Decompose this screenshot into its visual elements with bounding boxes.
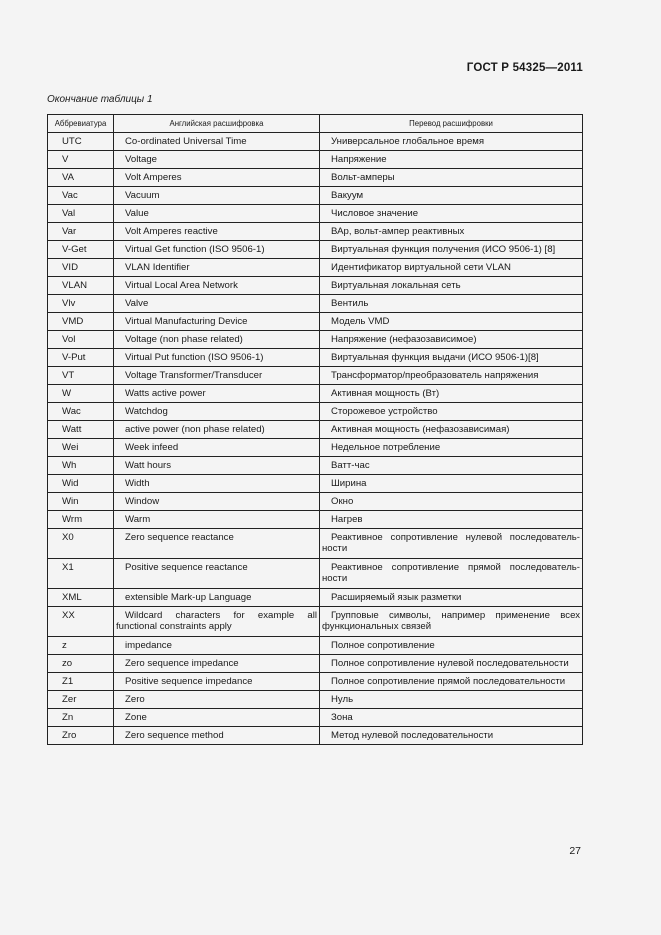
table-row bbox=[48, 385, 583, 403]
translation-cell bbox=[320, 421, 583, 439]
translation-cell bbox=[320, 367, 583, 385]
translation-text: Активная мощность (нефазозависимая) bbox=[331, 424, 510, 435]
table-row bbox=[48, 511, 583, 529]
abbreviation-cell: XML bbox=[48, 589, 114, 607]
translation-text: Виртуальная функция получения (ИСО 9506-1) [8] bbox=[331, 244, 556, 255]
english-cell bbox=[114, 589, 320, 607]
abbreviation-cell: Wh bbox=[48, 457, 114, 475]
translation-cell bbox=[320, 511, 583, 529]
translation-cell bbox=[320, 385, 583, 403]
table-row bbox=[48, 607, 583, 637]
column-header-translation: Перевод расшифровки bbox=[320, 115, 583, 133]
table-row bbox=[48, 367, 583, 385]
translation-cell bbox=[320, 655, 583, 673]
english-cell bbox=[114, 637, 320, 655]
abbreviation-cell: Zro bbox=[48, 727, 114, 745]
table-row bbox=[48, 295, 583, 313]
english-cell bbox=[114, 457, 320, 475]
translation-text: Напряжение bbox=[331, 154, 387, 165]
table-row bbox=[48, 691, 583, 709]
table-row bbox=[48, 277, 583, 295]
english-text: Volt Amperes bbox=[125, 172, 182, 183]
abbreviation-cell: Watt bbox=[48, 421, 114, 439]
translation-cell bbox=[320, 475, 583, 493]
abbreviation-cell: Zn bbox=[48, 709, 114, 727]
table-row bbox=[48, 529, 583, 559]
translation-line-continued: ности bbox=[322, 573, 348, 584]
english-line-continued: functional constraints apply bbox=[116, 621, 232, 632]
english-cell bbox=[114, 607, 320, 637]
english-cell bbox=[114, 205, 320, 223]
translation-cell bbox=[320, 589, 583, 607]
english-text: Virtual Local Area Network bbox=[125, 280, 238, 291]
translation-text: Полное сопротивление прямой последовательности bbox=[331, 676, 566, 687]
abbreviation-cell: X0 bbox=[48, 529, 114, 559]
table-row bbox=[48, 493, 583, 511]
english-cell bbox=[114, 331, 320, 349]
english-text: Voltage bbox=[125, 154, 158, 165]
english-cell bbox=[114, 133, 320, 151]
standard-id: ГОСТ Р 54325—2011 bbox=[466, 62, 583, 74]
translation-text: Трансформатор/преобразователь напряжения bbox=[331, 370, 539, 381]
abbreviation-cell: Win bbox=[48, 493, 114, 511]
english-cell bbox=[114, 493, 320, 511]
translation-cell bbox=[320, 241, 583, 259]
table-row bbox=[48, 313, 583, 331]
abbreviation-cell: Vlv bbox=[48, 295, 114, 313]
translation-cell bbox=[320, 349, 583, 367]
table-header-row bbox=[48, 115, 583, 133]
translation-cell bbox=[320, 559, 583, 589]
translation-cell bbox=[320, 637, 583, 655]
translation-cell bbox=[320, 439, 583, 457]
english-text: Warm bbox=[125, 514, 151, 525]
translation-text: Виртуальная функция выдачи (ИСО 9506-1)[8] bbox=[331, 352, 539, 363]
translation-cell bbox=[320, 457, 583, 475]
abbreviation-cell: Z1 bbox=[48, 673, 114, 691]
english-text: Zero sequence reactance bbox=[125, 532, 234, 543]
english-cell bbox=[114, 241, 320, 259]
translation-cell bbox=[320, 691, 583, 709]
translation-text: Универсальное глобальное время bbox=[331, 136, 485, 147]
english-text: Positive sequence impedance bbox=[125, 676, 253, 687]
table-row bbox=[48, 151, 583, 169]
english-text: Voltage (non phase related) bbox=[125, 334, 243, 345]
abbreviation-cell: Wac bbox=[48, 403, 114, 421]
english-text: Window bbox=[125, 496, 160, 507]
table-row bbox=[48, 169, 583, 187]
english-text: VLAN Identifier bbox=[125, 262, 190, 273]
abbreviation-cell: UTC bbox=[48, 133, 114, 151]
english-cell bbox=[114, 655, 320, 673]
english-cell bbox=[114, 673, 320, 691]
table-row bbox=[48, 673, 583, 691]
translation-text: Идентификатор виртуальной сети VLAN bbox=[331, 262, 511, 273]
english-text: extensible Mark-up Language bbox=[125, 592, 252, 603]
translation-cell bbox=[320, 709, 583, 727]
english-text: Value bbox=[125, 208, 149, 219]
translation-line-continued: функциональных связей bbox=[322, 621, 432, 632]
table-row bbox=[48, 259, 583, 277]
translation-text: Полное сопротивление bbox=[331, 640, 435, 651]
translation-line: Групповые символы, например применение всех bbox=[331, 610, 580, 621]
english-cell bbox=[114, 727, 320, 745]
english-text: Voltage Transformer/Transducer bbox=[125, 370, 263, 381]
table-row bbox=[48, 439, 583, 457]
translation-cell bbox=[320, 529, 583, 559]
table-row bbox=[48, 637, 583, 655]
translation-text: Напряжение (нефазозависимое) bbox=[331, 334, 477, 345]
abbreviation-cell: Zer bbox=[48, 691, 114, 709]
translation-cell bbox=[320, 607, 583, 637]
english-cell bbox=[114, 475, 320, 493]
translation-text: Полное сопротивление нулевой последовательности bbox=[331, 658, 569, 669]
english-cell bbox=[114, 709, 320, 727]
abbreviation-cell: Val bbox=[48, 205, 114, 223]
translation-cell bbox=[320, 205, 583, 223]
english-cell bbox=[114, 439, 320, 457]
translation-text: Числовое значение bbox=[331, 208, 419, 219]
english-text: Vacuum bbox=[125, 190, 160, 201]
abbreviation-table bbox=[47, 114, 583, 745]
translation-text: Виртуальная локальная сеть bbox=[331, 280, 461, 291]
english-cell bbox=[114, 187, 320, 205]
english-text: Virtual Manufacturing Device bbox=[125, 316, 248, 327]
table-row bbox=[48, 403, 583, 421]
english-cell bbox=[114, 259, 320, 277]
translation-cell bbox=[320, 223, 583, 241]
english-text: Virtual Put function (ISO 9506-1) bbox=[125, 352, 264, 363]
english-cell bbox=[114, 367, 320, 385]
translation-cell bbox=[320, 295, 583, 313]
english-text: Width bbox=[125, 478, 150, 489]
english-cell bbox=[114, 421, 320, 439]
abbreviation-cell: Wid bbox=[48, 475, 114, 493]
translation-line-continued: ности bbox=[322, 543, 348, 554]
english-text: Zero bbox=[125, 694, 145, 705]
abbreviation-cell: VID bbox=[48, 259, 114, 277]
abbreviation-cell: V bbox=[48, 151, 114, 169]
english-text: Watts active power bbox=[125, 388, 206, 399]
table-row bbox=[48, 727, 583, 745]
translation-text: Активная мощность (Вт) bbox=[331, 388, 440, 399]
translation-text: Метод нулевой последовательности bbox=[331, 730, 494, 741]
translation-text: Расширяемый язык разметки bbox=[331, 592, 462, 603]
abbreviation-cell: V-Get bbox=[48, 241, 114, 259]
english-text: impedance bbox=[125, 640, 172, 651]
abbreviation-cell: z bbox=[48, 637, 114, 655]
english-cell bbox=[114, 151, 320, 169]
table-row bbox=[48, 559, 583, 589]
english-text: Valve bbox=[125, 298, 149, 309]
translation-text: Ширина bbox=[331, 478, 367, 489]
table-row bbox=[48, 457, 583, 475]
english-text: Zero sequence impedance bbox=[125, 658, 239, 669]
table-caption: Окончание таблицы 1 bbox=[47, 94, 153, 105]
translation-line: Реактивное сопротивление нулевой последователь- bbox=[331, 532, 580, 543]
abbreviation-cell: zo bbox=[48, 655, 114, 673]
translation-line: Реактивное сопротивление прямой последователь- bbox=[331, 562, 580, 573]
english-text: Zero sequence method bbox=[125, 730, 224, 741]
table-row bbox=[48, 133, 583, 151]
english-cell bbox=[114, 295, 320, 313]
translation-cell bbox=[320, 313, 583, 331]
table-row bbox=[48, 589, 583, 607]
english-text: Watchdog bbox=[125, 406, 168, 417]
abbreviation-cell: W bbox=[48, 385, 114, 403]
translation-text: Зона bbox=[331, 712, 353, 723]
translation-cell bbox=[320, 727, 583, 745]
column-header-english: Английская расшифровка bbox=[114, 115, 320, 133]
english-cell bbox=[114, 559, 320, 589]
abbreviation-cell: Vac bbox=[48, 187, 114, 205]
abbreviation-cell: VA bbox=[48, 169, 114, 187]
english-cell bbox=[114, 277, 320, 295]
translation-cell bbox=[320, 493, 583, 511]
abbreviation-cell: Wei bbox=[48, 439, 114, 457]
table-row bbox=[48, 421, 583, 439]
abbreviation-cell: Wrm bbox=[48, 511, 114, 529]
abbreviation-cell: Var bbox=[48, 223, 114, 241]
english-cell bbox=[114, 529, 320, 559]
english-text: Zone bbox=[125, 712, 147, 723]
translation-text: Окно bbox=[331, 496, 354, 507]
english-text: Positive sequence reactance bbox=[125, 562, 248, 573]
translation-text: Вентиль bbox=[331, 298, 369, 309]
translation-text: Нуль bbox=[331, 694, 354, 705]
translation-text: Недельное потребление bbox=[331, 442, 441, 453]
english-cell bbox=[114, 403, 320, 421]
column-header-abbreviation: Аббревиатура bbox=[48, 115, 114, 133]
translation-text: Ватт-час bbox=[331, 460, 370, 471]
english-cell bbox=[114, 223, 320, 241]
table-row bbox=[48, 709, 583, 727]
translation-text: Вольт-амперы bbox=[331, 172, 395, 183]
abbreviation-cell: VLAN bbox=[48, 277, 114, 295]
translation-text: Модель VMD bbox=[331, 316, 390, 327]
abbreviation-cell: VT bbox=[48, 367, 114, 385]
english-text: Virtual Get function (ISO 9506-1) bbox=[125, 244, 265, 255]
page-number: 27 bbox=[569, 845, 581, 857]
abbreviation-cell: V-Put bbox=[48, 349, 114, 367]
table-row bbox=[48, 223, 583, 241]
translation-text: Нагрев bbox=[331, 514, 363, 525]
translation-cell bbox=[320, 277, 583, 295]
english-line: Wildcard characters for example all bbox=[125, 610, 317, 621]
translation-text: Сторожевое устройство bbox=[331, 406, 438, 417]
english-cell bbox=[114, 169, 320, 187]
english-text: active power (non phase related) bbox=[125, 424, 265, 435]
abbreviation-cell: VMD bbox=[48, 313, 114, 331]
abbreviation-cell: X1 bbox=[48, 559, 114, 589]
english-cell bbox=[114, 349, 320, 367]
english-cell bbox=[114, 511, 320, 529]
table-row bbox=[48, 655, 583, 673]
translation-text: ВАр, вольт-ампер реактивных bbox=[331, 226, 465, 237]
english-cell bbox=[114, 385, 320, 403]
english-text: Volt Amperes reactive bbox=[125, 226, 218, 237]
table-row bbox=[48, 331, 583, 349]
english-text: Co-ordinated Universal Time bbox=[125, 136, 247, 147]
translation-cell bbox=[320, 133, 583, 151]
table-row bbox=[48, 241, 583, 259]
translation-cell bbox=[320, 259, 583, 277]
translation-cell bbox=[320, 331, 583, 349]
table-row bbox=[48, 475, 583, 493]
english-text: Watt hours bbox=[125, 460, 172, 471]
translation-cell bbox=[320, 673, 583, 691]
translation-text: Вакуум bbox=[331, 190, 364, 201]
abbreviation-cell: XX bbox=[48, 607, 114, 637]
translation-cell bbox=[320, 187, 583, 205]
english-text: Week infeed bbox=[125, 442, 179, 453]
translation-cell bbox=[320, 169, 583, 187]
english-cell bbox=[114, 691, 320, 709]
table-row bbox=[48, 205, 583, 223]
english-cell bbox=[114, 313, 320, 331]
translation-cell bbox=[320, 403, 583, 421]
translation-cell bbox=[320, 151, 583, 169]
abbreviation-cell: Vol bbox=[48, 331, 114, 349]
table-row bbox=[48, 187, 583, 205]
table-row bbox=[48, 349, 583, 367]
